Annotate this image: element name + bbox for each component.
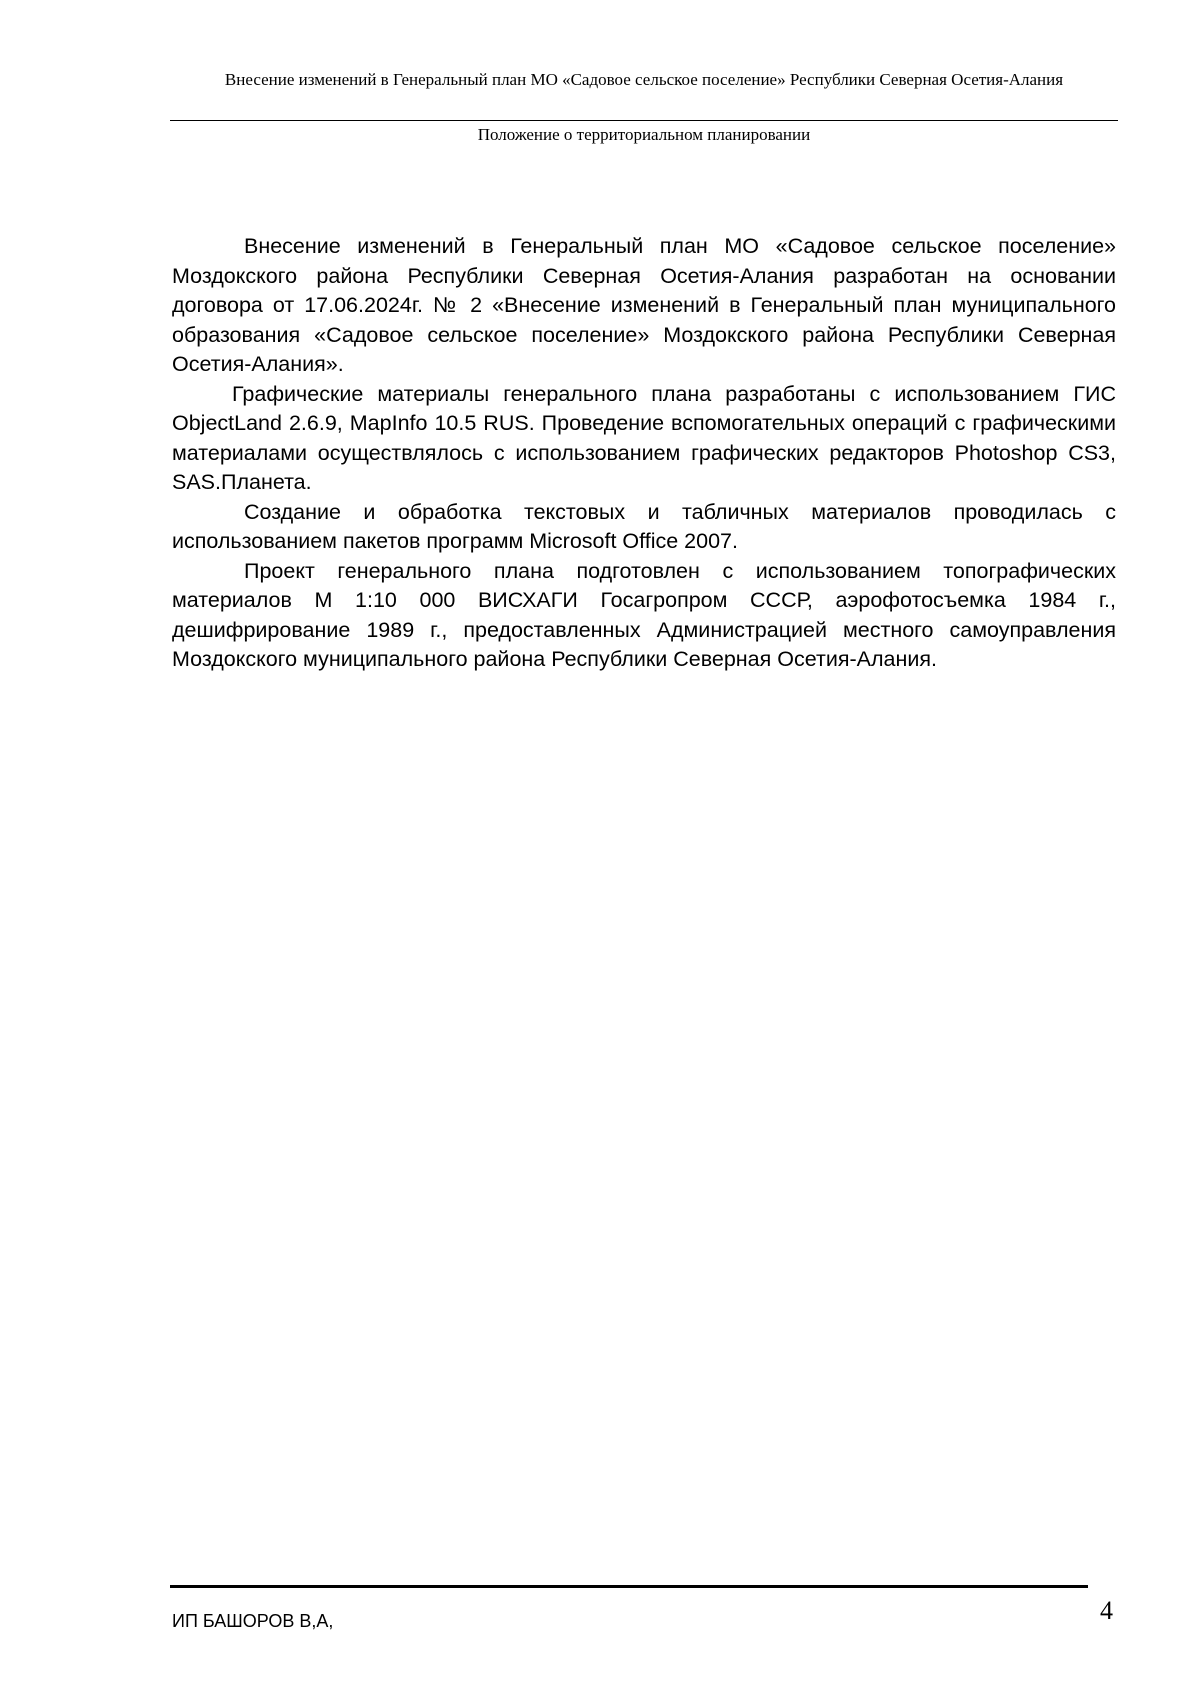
header-divider [170, 120, 1118, 121]
document-header-subtitle: Положение о территориальном планировании [477, 125, 811, 144]
paragraph-3: Создание и обработка текстовых и табличных материалов проводилась с использованием пакетов программ Microsoft Office 2007. [172, 499, 1116, 553]
paragraph-2: Графические материалы генерального плана разработаны с использованием ГИС ObjectLand 2.6.9, MapInfo 10.5 RUS. Проведение вспомогательных операций с графическими материалами осуществлялось с использованием графических редакторов Photoshop CS3, SAS.Планета. [172, 381, 1116, 494]
paragraph-1: Внесение изменений в Генеральный план МО «Садовое сельское поселение» Моздокского района Республики Северная Осетия-Алания разработан на основании договора от 17.06.2024г. № 2 «Внесение изменений в Генеральный план муниципального образования «Садовое сельское поселение» Моздокского района Республики Северная Осетия-Алания». [172, 234, 1116, 376]
footer-author: ИП БАШОРОВ В,А, [172, 1611, 334, 1631]
footer-divider [170, 1585, 1088, 1588]
paragraph-4: Проект генерального плана подготовлен с использованием топографических материалов М 1:10 000 ВИСХАГИ Госагропром СССР, аэрофотосъемка 1984 г., дешифрирование 1989 г., предоставленных Администрацией местного самоуправления Моздокского муниципального района Республики Северная Осетия-Алания. [172, 558, 1116, 671]
document-header-title: Внесение изменений в Генеральный план МО «Садовое сельское поселение» Республики Северная Осетия-Алания [224, 70, 1064, 89]
page-number: 4 [1100, 1596, 1113, 1625]
document-body [172, 232, 1116, 675]
